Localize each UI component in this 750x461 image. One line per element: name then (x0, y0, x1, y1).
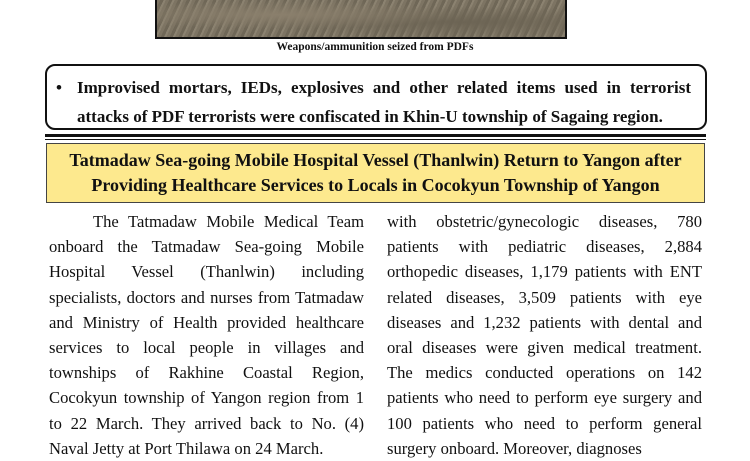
section-divider-thick (45, 134, 706, 137)
section-divider-thin (45, 139, 706, 140)
article-column-left (49, 209, 364, 461)
article-paragraph-left: The Tatmadaw Mobile Medical Team onboard the Tatmadaw Sea-going Mobile Hospital Vessel (Thanlwin) including specialists, doctors and nurses from Tatmadaw and Ministry of Health provided healthcare services to local people in villages and townships of Rakhine Coastal Region, Cocokyun township of Yangon region from 1 to 22 March. They arrived back to No. (4) Naval Jetty at Port Thilawa on 24 March. (49, 212, 364, 458)
seized-weapons-photo (155, 0, 567, 39)
article-headline (46, 143, 705, 203)
bullet-text: Improvised mortars, IEDs, explosives and other related items used in terrorist attacks of PDF terrorists were confiscated in Khin-U township of Sagaing region. (77, 78, 691, 126)
headline-line-2: Providing Healthcare Services to Locals in Cocokyun Township of Yangon (91, 175, 660, 195)
news-bullet-box (45, 64, 707, 130)
article-paragraph-right: with obstetric/gynecologic diseases, 780 patients with pediatric diseases, 2,884 orthopedic diseases, 1,179 patients with ENT related diseases, 3,509 patients with eye diseases and 1,232 patients with dental and oral diseases were given medical treatment. The medics conducted operations on 142 patients who need to perform eye surgery and 100 patients who need to perform general surgery onboard. Moreover, diagnoses (387, 212, 702, 458)
article-column-right (387, 209, 702, 461)
headline-line-1: Tatmadaw Sea-going Mobile Hospital Vessel (Thanlwin) Return to Yangon after (69, 150, 682, 170)
bullet-marker: • (56, 78, 62, 97)
photo-caption: Weapons/ammunition seized from PDFs (276, 41, 474, 53)
